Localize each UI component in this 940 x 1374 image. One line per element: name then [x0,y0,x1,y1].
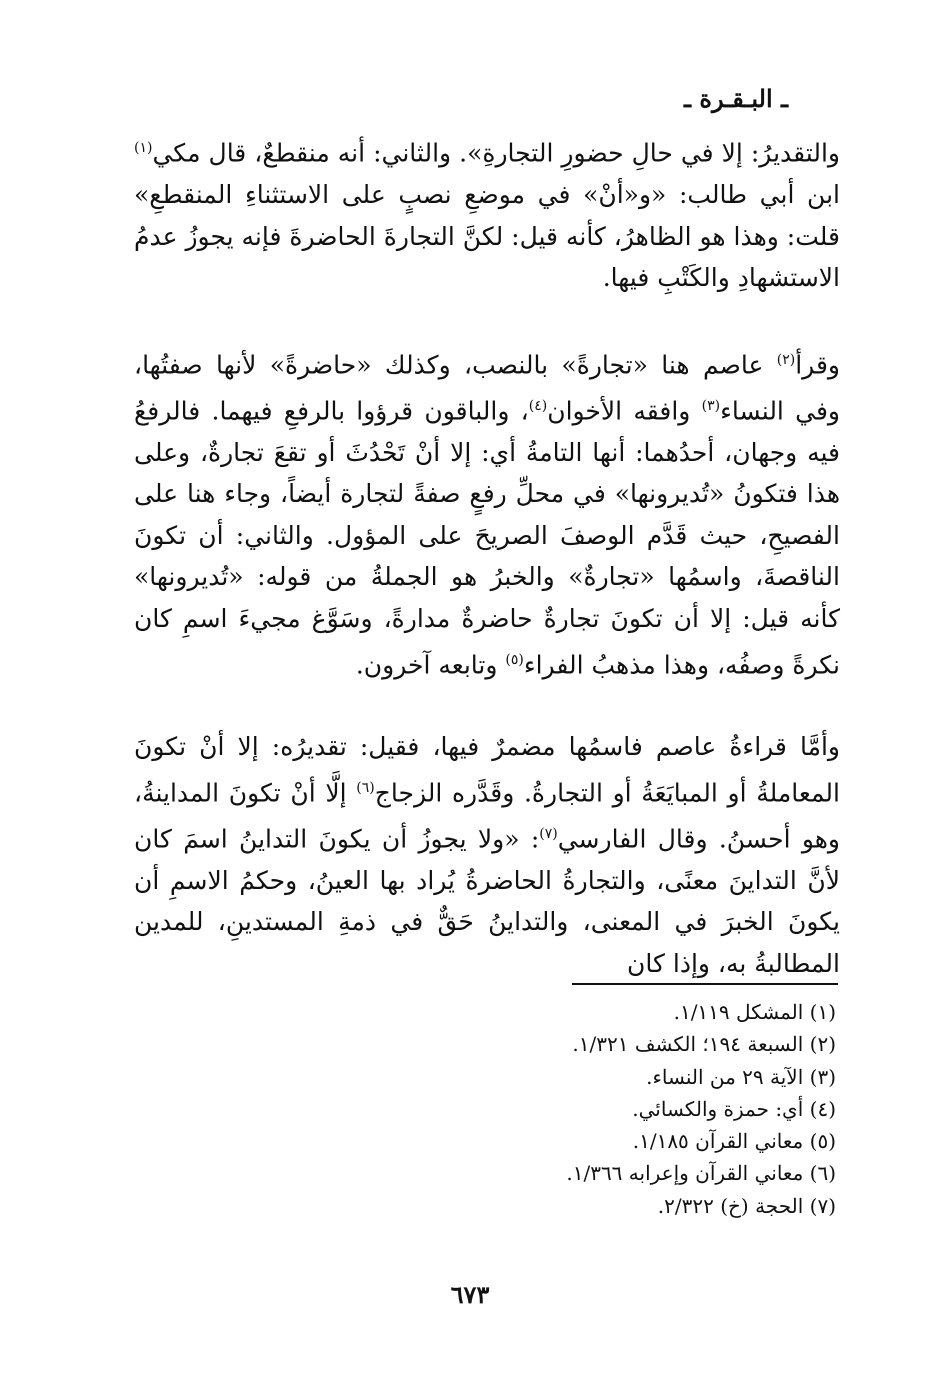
footnote-item: (٢) السبعة ١٩٤؛ الكشف ١/٣٢١. [572,1032,836,1057]
paragraph-2 [134,340,840,686]
text-segment: عاصم هنا «تجارةً» بالنصب، وكذلك «حاضرةً» لأنها صفتُها، وفي النساء [134,350,840,425]
page-number: ٦٧٣ [450,1280,490,1309]
footnote-ref: (٤) [528,397,548,414]
footnote-divider [572,983,838,985]
text-segment: وتابعه آخرون. [355,649,506,679]
footnote-item: (٤) أي: حمزة والكسائي. [632,1096,836,1121]
footnote-ref: (٢) [776,351,796,368]
text-segment: وافقه الأخوان [547,395,702,425]
footnote-ref: (٥) [505,651,524,668]
text-segment: : «ولا يجوزُ أن يكونَ التداينُ اسمَ كان لأنَّ التداينَ معنًى، والتجارةُ الحاضرةُ يُراد بها العينُ، وحكمُ الاسمِ أن يكونَ الخبرَ في المعنى، والتداينُ حَقٌّ في ذمةِ المستدينِ، للمدين المطالبةُ به، وإذا كان [134,824,840,979]
paragraph-3 [134,726,840,984]
footnote-ref: (٦) [356,780,375,797]
footnote-item: (٦) معاني القرآن وإعرابه ١/٣٦٦. [566,1161,836,1186]
footnotes [416,996,836,1222]
footnote-ref: (٧) [539,825,558,842]
text-segment: ابن أبي طالب: «و«أنْ» في موضعِ نصبٍ على الاستثناءِ المنقطعِ» قلت: وهذا هو الظاهرُ، كأنه قيل: لكنَّ التجارةَ الحاضرةَ فإنه يجوزُ عدمُ الاستشهادِ والكَتْبِ فيها. [134,179,840,293]
main-text [134,128,840,1026]
footnote-item: (٥) معاني القرآن ١/١٨٥. [632,1129,836,1154]
footnote-item: (٣) الآية ٢٩ من النساء. [646,1064,836,1089]
footnote-ref: (٣) [701,397,721,414]
running-head: ـ البـقـرة ـ [683,84,788,113]
text-segment: إلَّا أنْ تكونَ المداينةُ، وهو أحسنُ. وقال الفارسي [134,778,840,854]
text-segment: وأمَّا قراءةُ عاصم فاسمُها مضمرٌ فيها، فقيل: تقديرُه: إلا أنْ تكونَ المعاملةُ أو المبايَعَةُ أو التجارةُ. وقَدَّره الزجاج [134,732,840,808]
text-segment: وقرأ [795,350,840,380]
paragraph-1 [134,128,840,299]
footnote-item: (٧) الحجة (خ) ٢/٣٢٢. [657,1193,836,1218]
footnote-item: (١) المشكل ١/١١٩. [673,1000,836,1024]
text-segment: ، والباقون قرؤوا بالرفعِ فيهما. فالرفعُ فيه وجهان، أحدُهما: أنها التامةُ أي: إلا أنْ تَحْدُثَ أو تقعَ تجارةٌ، وعلى هذا فتكونُ «تُديرونها» في محلِّ رفعٍ صفةً لتجارة أيضاً، وجاء هنا على الفصيحِ، حيث قَدَّم الوصفَ الصريحَ على المؤول. والثاني: أن تكونَ الناقصةَ، واسمُها «تجارةٌ» والخبرُ هو الجملةُ من قوله: «تُديرونها» كأنه قيل: إلا أن تكونَ تجارةٌ حاضرةٌ مدارةً، وسَوَّغ مجيءَ اسمِ كان نكرةً وصفُه، وهذا مذهبُ الفراء [134,395,840,679]
text-segment: والتقديرُ: إلا في حالِ حضورِ التجارةِ». والثاني: أنه منقطعٌ، قال مكي [152,138,840,168]
footnote-ref: (١) [134,140,153,156]
